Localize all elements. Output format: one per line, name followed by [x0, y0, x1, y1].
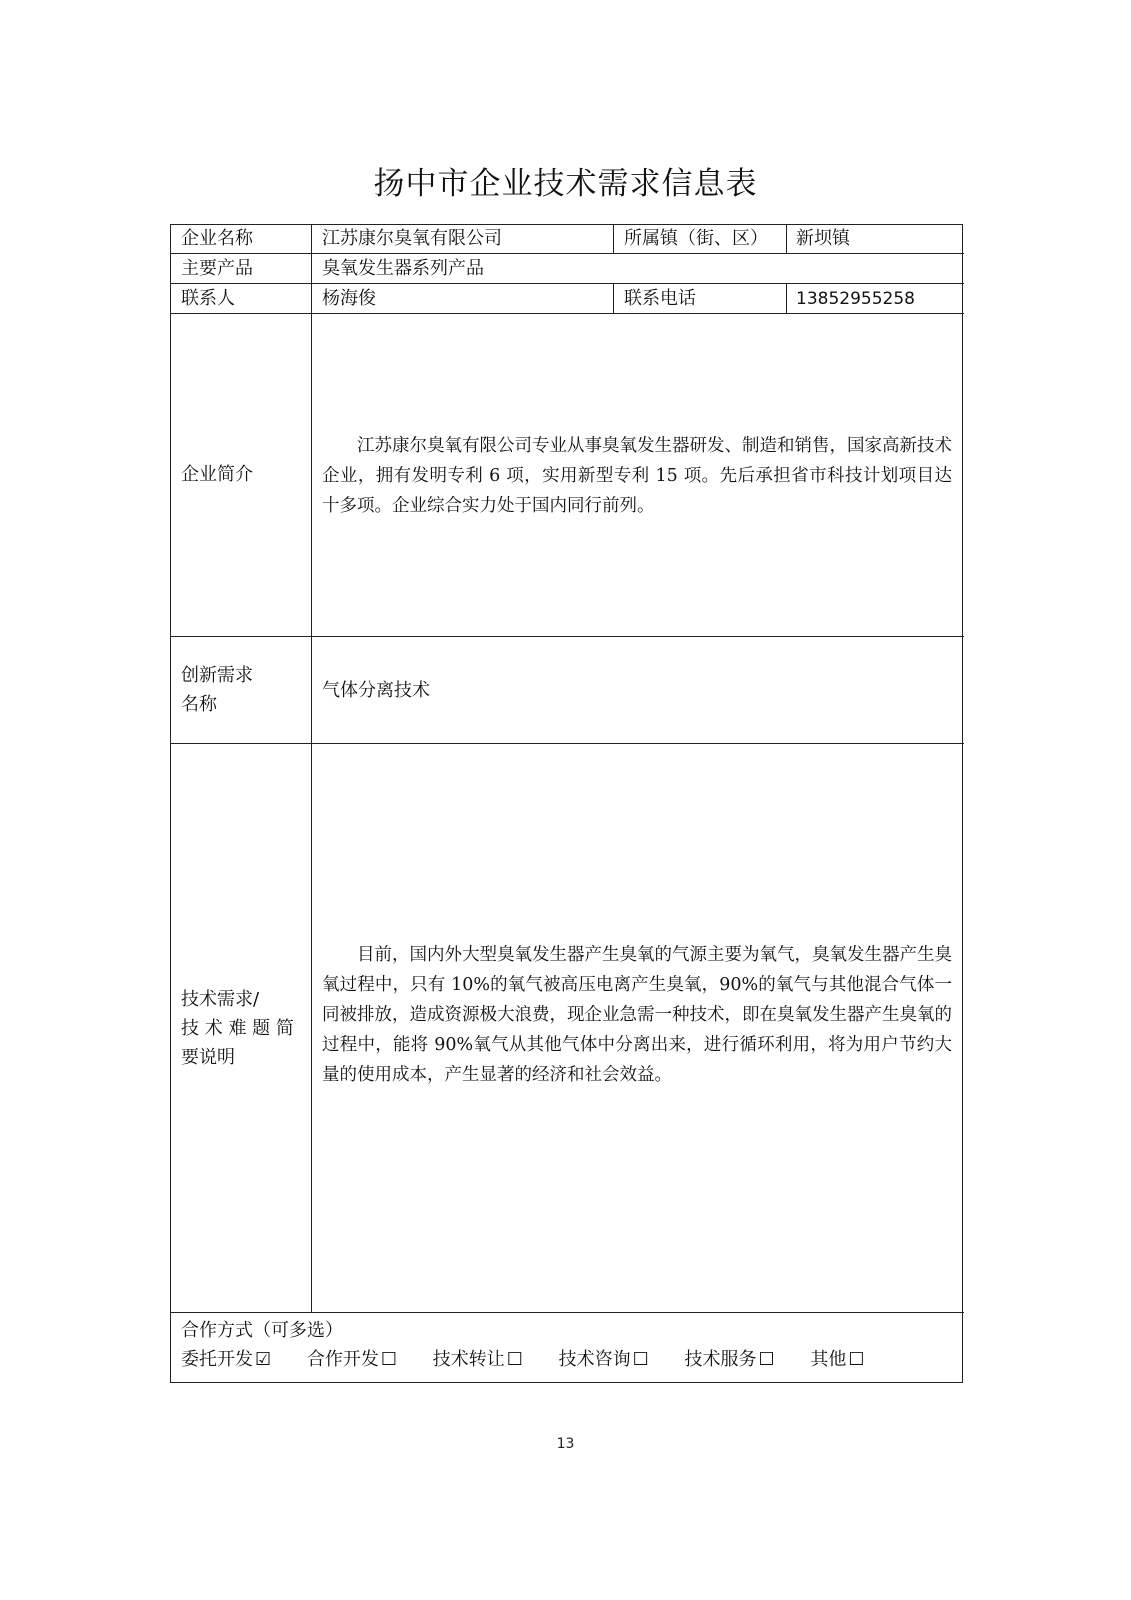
product-label: 主要产品: [181, 258, 253, 279]
tech-label-line1: 技术需求/: [181, 989, 260, 1010]
row-divider: [171, 1312, 964, 1313]
col-divider: [613, 225, 614, 253]
contact-value: 杨海俊: [322, 288, 376, 309]
phone-label: 联系电话: [624, 288, 696, 309]
option-label: 技术转让: [432, 1349, 505, 1370]
checkbox-icon[interactable]: ☐: [380, 1349, 398, 1370]
company-name-value: 江苏康尔臭氧有限公司: [322, 228, 502, 249]
option-other[interactable]: [810, 1346, 864, 1374]
row-divider: [171, 743, 964, 744]
option-commissioned-dev[interactable]: [181, 1346, 271, 1374]
cooperation-heading: 合作方式（可多选）: [181, 1320, 343, 1341]
tech-label-line2: 技 术 难 题 简: [181, 1018, 294, 1039]
checkbox-icon[interactable]: ☐: [758, 1349, 775, 1370]
col-divider: [613, 283, 614, 313]
contact-label: 联系人: [181, 288, 235, 309]
option-joint-dev[interactable]: [307, 1346, 397, 1374]
option-label: 合作开发: [306, 1349, 379, 1370]
option-tech-service[interactable]: [685, 1346, 775, 1374]
page-number: 13: [556, 1436, 575, 1452]
option-label: 技术咨询: [558, 1349, 631, 1370]
option-tech-transfer[interactable]: [433, 1346, 523, 1374]
demand-label-line2: 名称: [181, 694, 217, 715]
intro-text: 江苏康尔臭氧有限公司专业从事臭氧发生器研发、制造和销售，国家高新技术企业，拥有发明专利 6 项，实用新型专利 15 项。先后承担省市科技计划项目达十多项。企业综合实力处于国内同行前列。: [322, 436, 952, 516]
row-divider: [171, 283, 964, 284]
row-divider: [171, 313, 964, 314]
town-value: 新坝镇: [796, 228, 850, 249]
demand-value: 气体分离技术: [322, 680, 430, 701]
info-table: [170, 224, 963, 1383]
option-label: 委托开发: [181, 1349, 253, 1370]
intro-label: 企业简介: [181, 464, 253, 485]
col-divider: [311, 225, 312, 1312]
tech-label-line3: 要说明: [181, 1047, 235, 1068]
product-value: 臭氧发生器系列产品: [322, 258, 484, 279]
demand-label-line1: 创新需求: [181, 665, 253, 686]
cooperation-options: [181, 1346, 895, 1374]
phone-value: 13852955258: [796, 289, 915, 309]
checkbox-icon[interactable]: ☐: [848, 1349, 865, 1370]
checkbox-checked-icon[interactable]: ☑: [255, 1349, 272, 1370]
col-divider: [786, 225, 787, 253]
col-divider: [786, 283, 787, 313]
row-divider: [171, 253, 964, 254]
company-name-label: 企业名称: [181, 228, 253, 249]
checkbox-icon[interactable]: ☐: [632, 1349, 649, 1370]
option-tech-consulting[interactable]: [559, 1346, 649, 1374]
tech-description: 目前，国内外大型臭氧发生器产生臭氧的气源主要为氧气，臭氧发生器产生臭氧过程中，只有 10%的氧气被高压电离产生臭氧，90%的氧气与其他混合气体一同被排放，造成资源极大浪费，现企业急需一种技术，即在臭氧发生器产生臭氧的过程中，能将 90%氧气从其他气体中分离出来，进行循环利用，将为用户节约大量的使用成本，产生显著的经济和社会效益。: [322, 945, 952, 1085]
option-label: 其他: [810, 1349, 847, 1370]
checkbox-icon[interactable]: ☐: [506, 1349, 523, 1370]
town-label: 所属镇（街、区）: [624, 228, 768, 249]
option-label: 技术服务: [684, 1349, 757, 1370]
row-divider: [171, 636, 964, 637]
page-title: 扬中市企业技术需求信息表: [373, 166, 758, 202]
